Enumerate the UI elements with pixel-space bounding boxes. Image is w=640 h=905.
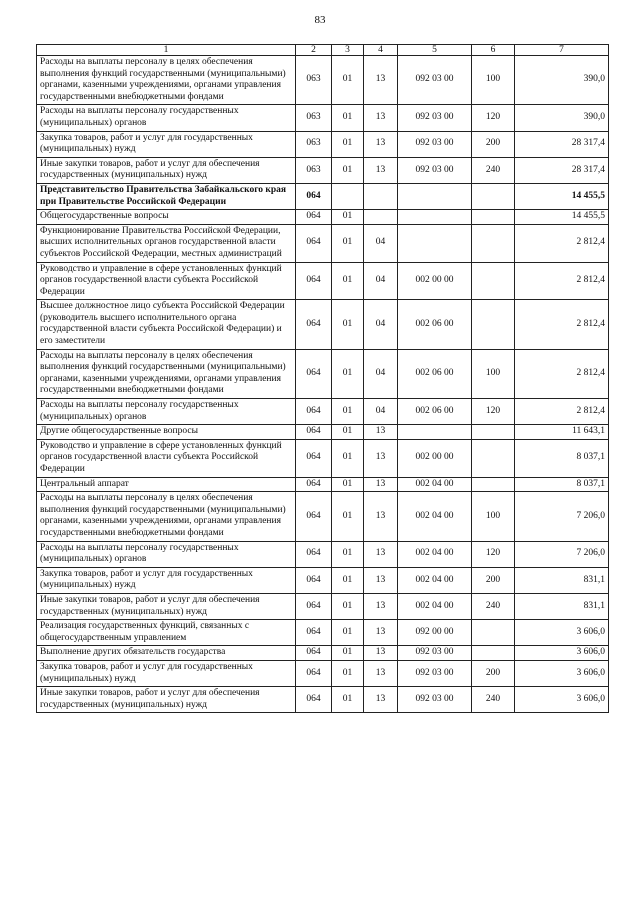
section-code: 01 — [332, 541, 364, 567]
target-article-code: 092 03 00 — [398, 660, 472, 686]
expense-type-code: 200 — [472, 567, 515, 593]
table-row — [37, 157, 609, 183]
row-description: Закупка товаров, работ и услуг для государственных (муниципальных) нужд — [37, 567, 296, 593]
section-code: 01 — [332, 646, 364, 661]
amount: 7 206,0 — [515, 492, 609, 541]
amount: 390,0 — [515, 105, 609, 131]
column-number-row — [37, 45, 609, 56]
ministry-code: 064 — [296, 660, 332, 686]
target-article-code: 002 00 00 — [398, 262, 472, 300]
expense-type-code — [472, 210, 515, 225]
expense-type-code: 240 — [472, 687, 515, 713]
table-body — [37, 56, 609, 713]
row-description: Расходы на выплаты персоналу государственных (муниципальных) органов — [37, 541, 296, 567]
subsection-code — [364, 183, 398, 209]
amount: 2 812,4 — [515, 399, 609, 425]
subsection-code: 13 — [364, 593, 398, 619]
subsection-code: 13 — [364, 425, 398, 440]
subsection-code: 04 — [364, 224, 398, 262]
target-article-code: 002 04 00 — [398, 477, 472, 492]
expense-type-code: 100 — [472, 349, 515, 398]
ministry-code: 064 — [296, 541, 332, 567]
subsection-code: 13 — [364, 567, 398, 593]
column-header-2: 2 — [296, 45, 332, 56]
ministry-code: 064 — [296, 477, 332, 492]
section-code: 01 — [332, 131, 364, 157]
ministry-code: 063 — [296, 56, 332, 105]
expense-type-code — [472, 262, 515, 300]
amount: 8 037,1 — [515, 477, 609, 492]
section-code: 01 — [332, 439, 364, 477]
table-row — [37, 425, 609, 440]
section-code: 01 — [332, 477, 364, 492]
subsection-code: 13 — [364, 157, 398, 183]
target-article-code: 092 03 00 — [398, 646, 472, 661]
section-code: 01 — [332, 105, 364, 131]
table-row — [37, 687, 609, 713]
subsection-code: 13 — [364, 492, 398, 541]
amount: 2 812,4 — [515, 349, 609, 398]
ministry-code: 064 — [296, 439, 332, 477]
column-header-5: 5 — [398, 45, 472, 56]
expense-type-code: 240 — [472, 157, 515, 183]
section-code — [332, 183, 364, 209]
section-code: 01 — [332, 300, 364, 349]
expense-type-code: 240 — [472, 593, 515, 619]
table-header — [37, 45, 609, 56]
amount: 831,1 — [515, 567, 609, 593]
subsection-code: 04 — [364, 300, 398, 349]
table-row — [37, 224, 609, 262]
amount: 3 606,0 — [515, 646, 609, 661]
column-header-4: 4 — [364, 45, 398, 56]
ministry-code: 063 — [296, 105, 332, 131]
table-row — [37, 399, 609, 425]
target-article-code — [398, 210, 472, 225]
row-description: Расходы на выплаты персоналу в целях обеспечения выполнения функций государственными (муниципальными) органами, казенными учреждениями, органами управления государственными внебюджетными фондами — [37, 56, 296, 105]
row-description: Закупка товаров, работ и услуг для государственных (муниципальных) нужд — [37, 131, 296, 157]
section-code: 01 — [332, 687, 364, 713]
section-code: 01 — [332, 210, 364, 225]
subsection-code: 04 — [364, 262, 398, 300]
ministry-code: 064 — [296, 567, 332, 593]
table-row — [37, 300, 609, 349]
expense-type-code — [472, 646, 515, 661]
target-article-code: 092 03 00 — [398, 131, 472, 157]
expense-type-code — [472, 183, 515, 209]
amount: 28 317,4 — [515, 157, 609, 183]
section-code: 01 — [332, 399, 364, 425]
table-row — [37, 349, 609, 398]
row-description: Расходы на выплаты персоналу в целях обеспечения выполнения функций государственными (муниципальными) органами, казенными учреждениями, органами управления государственными внебюджетными фондами — [37, 492, 296, 541]
section-code: 01 — [332, 349, 364, 398]
ministry-code: 064 — [296, 620, 332, 646]
subsection-code: 13 — [364, 131, 398, 157]
target-article-code — [398, 224, 472, 262]
section-code: 01 — [332, 492, 364, 541]
ministry-code: 064 — [296, 349, 332, 398]
amount: 8 037,1 — [515, 439, 609, 477]
ministry-code: 064 — [296, 224, 332, 262]
section-code: 01 — [332, 660, 364, 686]
row-description: Расходы на выплаты персоналу государственных (муниципальных) органов — [37, 105, 296, 131]
table-row — [37, 620, 609, 646]
subsection-code: 04 — [364, 399, 398, 425]
target-article-code: 092 03 00 — [398, 687, 472, 713]
row-description: Высшее должностное лицо субъекта Российской Федерации (руководитель высшего исполнительного органа государственной власти субъекта Российской Федерации) и его заместители — [37, 300, 296, 349]
row-description: Общегосударственные вопросы — [37, 210, 296, 225]
amount: 3 606,0 — [515, 660, 609, 686]
column-header-1: 1 — [37, 45, 296, 56]
subsection-code: 13 — [364, 620, 398, 646]
subsection-code: 13 — [364, 56, 398, 105]
ministry-code: 063 — [296, 131, 332, 157]
amount: 2 812,4 — [515, 300, 609, 349]
subsection-code: 13 — [364, 105, 398, 131]
target-article-code — [398, 183, 472, 209]
target-article-code: 002 00 00 — [398, 439, 472, 477]
column-header-7: 7 — [515, 45, 609, 56]
ministry-code: 064 — [296, 593, 332, 619]
section-code: 01 — [332, 620, 364, 646]
table-row — [37, 646, 609, 661]
row-description: Иные закупки товаров, работ и услуг для обеспечения государственных (муниципальных) нужд — [37, 157, 296, 183]
ministry-code: 063 — [296, 157, 332, 183]
target-article-code: 002 04 00 — [398, 541, 472, 567]
expense-type-code: 100 — [472, 492, 515, 541]
table-row — [37, 262, 609, 300]
target-article-code — [398, 425, 472, 440]
expense-type-code — [472, 300, 515, 349]
expense-type-code — [472, 620, 515, 646]
subsection-code — [364, 210, 398, 225]
row-description: Центральный аппарат — [37, 477, 296, 492]
expense-type-code: 200 — [472, 660, 515, 686]
expense-type-code: 120 — [472, 399, 515, 425]
target-article-code: 002 04 00 — [398, 567, 472, 593]
budget-table — [36, 44, 609, 713]
subsection-code: 13 — [364, 541, 398, 567]
row-description: Иные закупки товаров, работ и услуг для обеспечения государственных (муниципальных) нужд — [37, 593, 296, 619]
ministry-code: 064 — [296, 646, 332, 661]
section-code: 01 — [332, 157, 364, 183]
table-row — [37, 477, 609, 492]
section-code: 01 — [332, 224, 364, 262]
expense-type-code: 200 — [472, 131, 515, 157]
amount: 28 317,4 — [515, 131, 609, 157]
target-article-code: 002 04 00 — [398, 593, 472, 619]
target-article-code: 002 06 00 — [398, 349, 472, 398]
section-code: 01 — [332, 593, 364, 619]
column-header-6: 6 — [472, 45, 515, 56]
amount: 7 206,0 — [515, 541, 609, 567]
row-description: Расходы на выплаты персоналу государственных (муниципальных) органов — [37, 399, 296, 425]
expense-type-code — [472, 224, 515, 262]
table-row — [37, 439, 609, 477]
amount: 831,1 — [515, 593, 609, 619]
target-article-code: 092 00 00 — [398, 620, 472, 646]
target-article-code: 092 03 00 — [398, 56, 472, 105]
row-description: Руководство и управление в сфере установленных функций органов государственной власти субъекта Российской Федерации — [37, 262, 296, 300]
expense-type-code — [472, 477, 515, 492]
table-row — [37, 210, 609, 225]
table-row — [37, 131, 609, 157]
amount: 3 606,0 — [515, 687, 609, 713]
target-article-code: 002 06 00 — [398, 399, 472, 425]
amount: 14 455,5 — [515, 183, 609, 209]
expense-type-code — [472, 425, 515, 440]
section-code: 01 — [332, 262, 364, 300]
target-article-code: 002 06 00 — [398, 300, 472, 349]
ministry-code: 064 — [296, 399, 332, 425]
ministry-code: 064 — [296, 492, 332, 541]
table-row — [37, 183, 609, 209]
row-description: Расходы на выплаты персоналу в целях обеспечения выполнения функций государственными (муниципальными) органами, казенными учреждениями, органами управления государственными внебюджетными фондами — [37, 349, 296, 398]
section-code: 01 — [332, 567, 364, 593]
amount: 2 812,4 — [515, 262, 609, 300]
row-description: Закупка товаров, работ и услуг для государственных (муниципальных) нужд — [37, 660, 296, 686]
amount: 2 812,4 — [515, 224, 609, 262]
row-description: Другие общегосударственные вопросы — [37, 425, 296, 440]
section-code: 01 — [332, 425, 364, 440]
amount: 14 455,5 — [515, 210, 609, 225]
subsection-code: 13 — [364, 477, 398, 492]
table-row — [37, 105, 609, 131]
target-article-code: 092 03 00 — [398, 105, 472, 131]
subsection-code: 13 — [364, 439, 398, 477]
ministry-code: 064 — [296, 183, 332, 209]
row-description: Иные закупки товаров, работ и услуг для обеспечения государственных (муниципальных) нужд — [37, 687, 296, 713]
ministry-code: 064 — [296, 262, 332, 300]
expense-type-code: 120 — [472, 541, 515, 567]
subsection-code: 13 — [364, 687, 398, 713]
ministry-code: 064 — [296, 300, 332, 349]
target-article-code: 092 03 00 — [398, 157, 472, 183]
target-article-code: 002 04 00 — [398, 492, 472, 541]
ministry-code: 064 — [296, 687, 332, 713]
table-row — [37, 593, 609, 619]
expense-type-code — [472, 439, 515, 477]
page-number: 83 — [314, 14, 326, 26]
row-description: Представительство Правительства Забайкальского края при Правительстве Российской Федерации — [37, 183, 296, 209]
table-row — [37, 660, 609, 686]
table-row — [37, 541, 609, 567]
row-description: Функционирование Правительства Российской Федерации, высших исполнительных органов государственной власти субъектов Российской Федерации, местных администраций — [37, 224, 296, 262]
amount: 390,0 — [515, 56, 609, 105]
subsection-code: 13 — [364, 646, 398, 661]
table-row — [37, 492, 609, 541]
row-description: Руководство и управление в сфере установленных функций органов государственной власти субъекта Российской Федерации — [37, 439, 296, 477]
subsection-code: 04 — [364, 349, 398, 398]
amount: 3 606,0 — [515, 620, 609, 646]
ministry-code: 064 — [296, 425, 332, 440]
table-row — [37, 567, 609, 593]
subsection-code: 13 — [364, 660, 398, 686]
column-header-3: 3 — [332, 45, 364, 56]
expense-type-code: 120 — [472, 105, 515, 131]
ministry-code: 064 — [296, 210, 332, 225]
expense-type-code: 100 — [472, 56, 515, 105]
row-description: Выполнение других обязательств государства — [37, 646, 296, 661]
table-row — [37, 56, 609, 105]
amount: 11 643,1 — [515, 425, 609, 440]
section-code: 01 — [332, 56, 364, 105]
row-description: Реализация государственных функций, связанных с общегосударственным управлением — [37, 620, 296, 646]
